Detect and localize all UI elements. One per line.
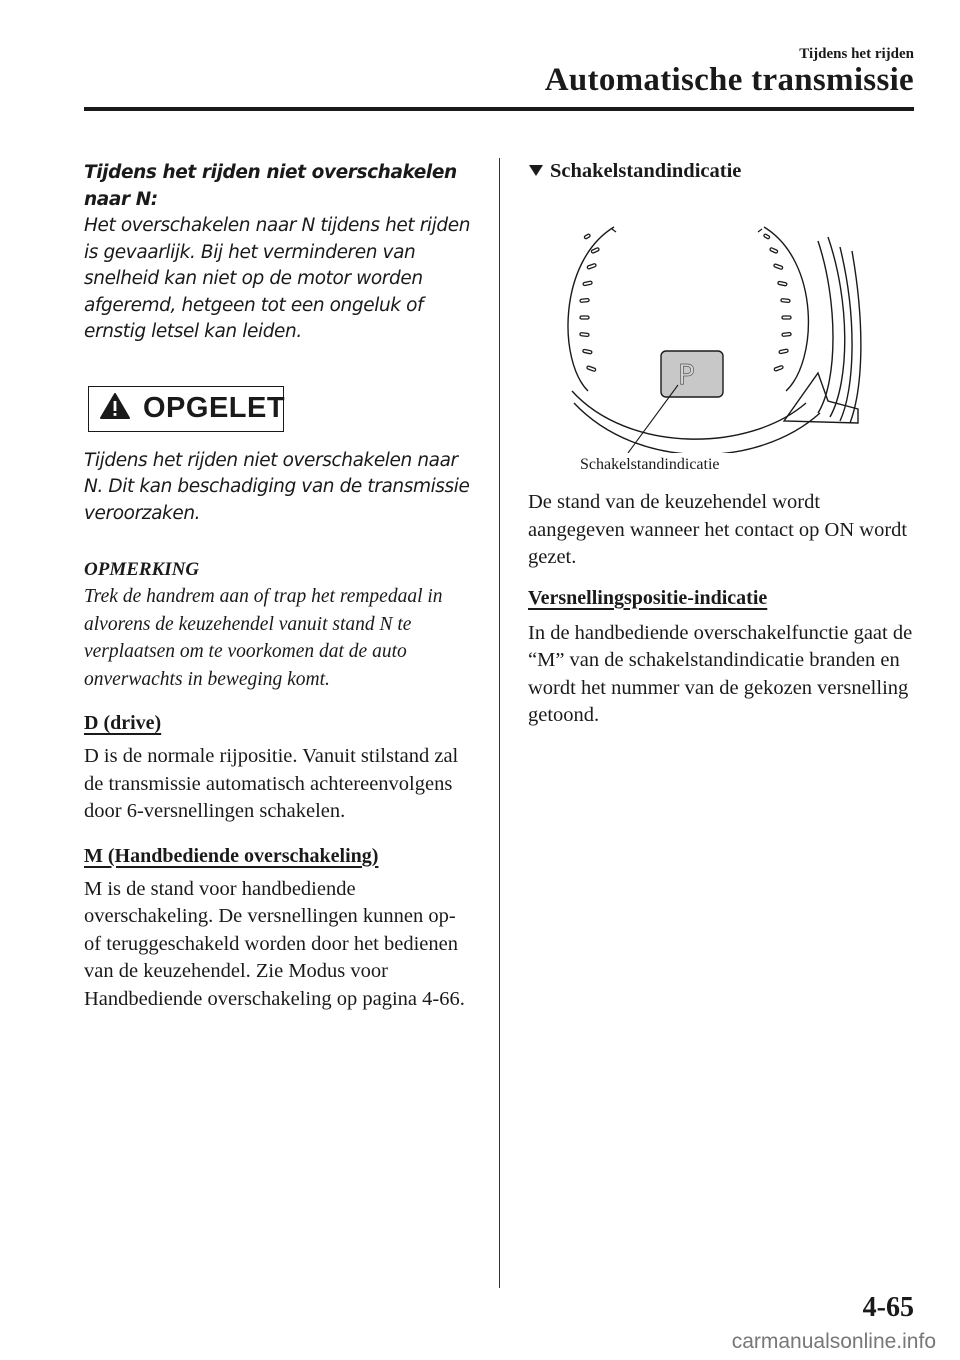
gear-position-body: In de handbediende overschakelfunctie gaat de “M” van de schakelstandindicatie branden en wordt het nummer van de gekozen versnelling getoond. — [528, 621, 913, 726]
figure-caption: Schakelstandindicatie — [580, 456, 720, 473]
triangle-down-icon — [528, 160, 544, 183]
caution-label: OPGELET — [143, 392, 286, 424]
warning-triangle-icon — [99, 392, 131, 425]
drive-body: D is de normale rijpositie. Vanuit stilstand zal de transmissie automatisch achtereenvolgens door 6-versnellingen schakelen. — [84, 745, 459, 822]
watermark: carmanualsonline.info — [731, 1330, 936, 1353]
header-divider — [84, 107, 914, 111]
note-heading: OPMERKING — [84, 559, 200, 580]
instrument-cluster-figure — [528, 191, 914, 473]
section-heading — [528, 160, 914, 183]
gear-indicator-display: P — [678, 358, 695, 391]
left-column — [84, 160, 476, 1013]
danger-heading: Tijdens het rijden niet overschakelen naar N: — [84, 162, 457, 210]
manual-body: M is de stand voor handbediende overschakeling. De versnellingen kunnen op- of teruggeschakeld worden door het bedienen van de keuzehendel. Zie Modus voor Handbediende overschakeling op pagina 4-66. — [84, 877, 465, 1010]
section-heading-text: Schakelstandindicatie — [550, 160, 742, 182]
note-body: Trek de handrem aan of trap het rempedaal in alvorens de keuzehendel vanuit stand N te verplaatsen om te voorkomen dat de auto onverwachts in beweging komt. — [84, 586, 443, 690]
gear-position-heading: Versnellingspositie-indicatie — [528, 586, 768, 609]
right-column — [528, 160, 914, 730]
danger-body: Het overschakelen naar N tijdens het rijden is gevaarlijk. Bij het verminderen van snelheid kan niet op de motor worden afgeremd, hetgeen tot een ongeluk of ernstig letsel kan leiden. — [84, 215, 471, 342]
cluster-illustration — [528, 191, 914, 453]
indicator-body: De stand van de keuzehendel wordt aangegeven wanneer het contact op ON wordt gezet. — [528, 491, 908, 568]
column-divider — [499, 158, 500, 1288]
caution-body: Tijdens het rijden niet overschakelen naar N. Dit kan beschadiging van de transmissie veroorzaken. — [84, 449, 470, 524]
manual-heading: M (Handbediende overschakeling) — [84, 844, 379, 867]
section-title: Automatische transmissie — [544, 62, 914, 98]
page-number: 4-65 — [862, 1292, 914, 1323]
chapter-subtitle: Tijdens het rijden — [799, 46, 914, 62]
caution-box — [88, 386, 284, 432]
drive-heading: D (drive) — [84, 712, 162, 734]
